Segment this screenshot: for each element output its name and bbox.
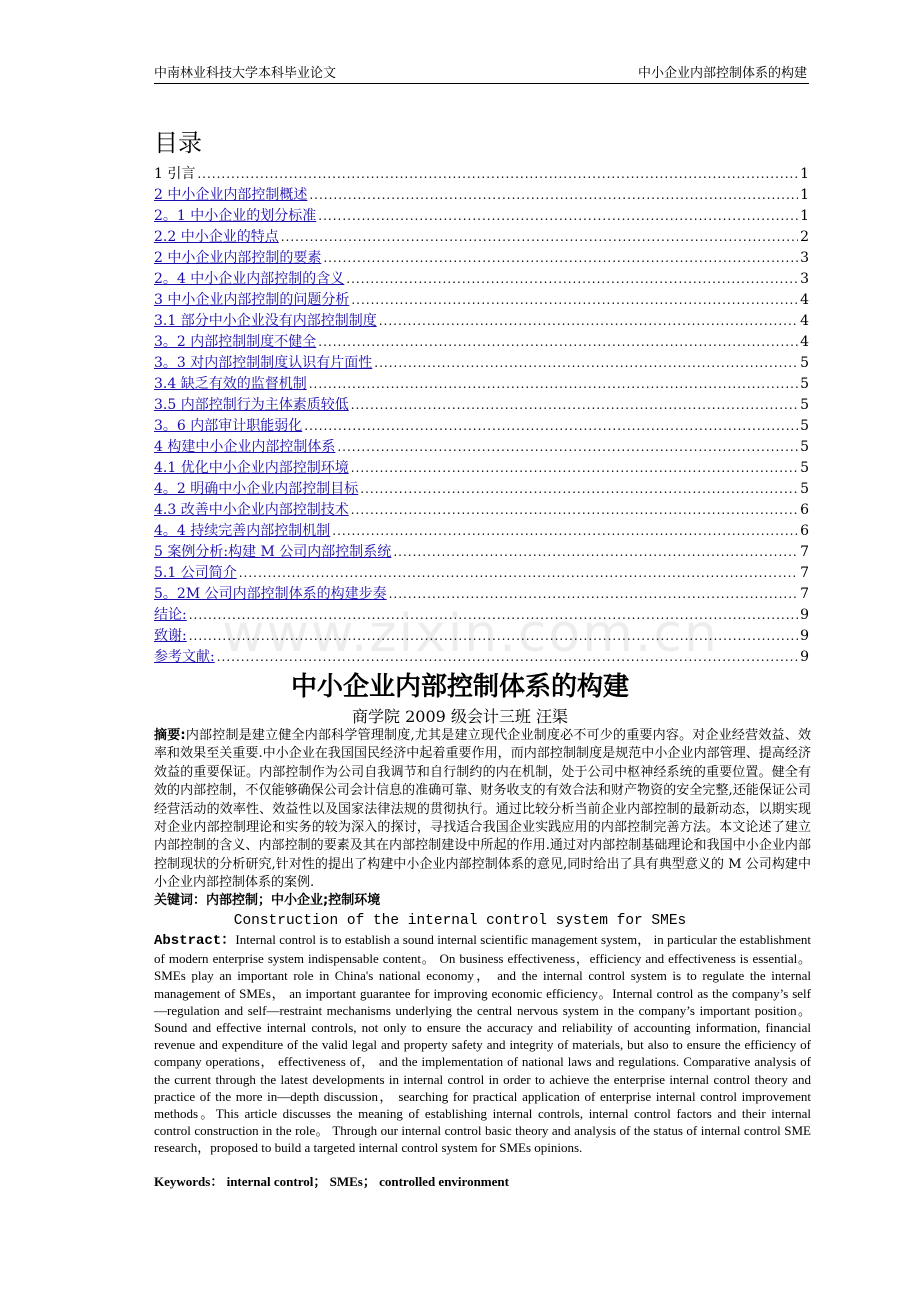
toc-entry-page: 5 <box>800 418 809 434</box>
toc-dot-leader <box>309 185 798 206</box>
watermark: www.zixin.com.cn <box>222 604 719 664</box>
toc-dot-leader <box>197 164 798 185</box>
toc-entry-label[interactable]: 3.4 缺乏有效的监督机制 <box>154 376 307 392</box>
toc-dot-leader <box>393 542 798 563</box>
toc-dot-leader <box>337 437 798 458</box>
toc-entry-page: 5 <box>800 481 809 497</box>
toc-entry[interactable] <box>154 395 809 416</box>
toc-dot-leader <box>309 374 798 395</box>
toc-entry-label[interactable]: 2 中小企业内部控制的要素 <box>154 250 322 266</box>
abstract-en-label: Abstract： <box>154 933 236 949</box>
abstract-en-text: Internal control is to establish a sound internal scientific management system， in particular the establishment of modern enterprise system indispensable content。 On business effectiveness，efficiency and effectiveness is essential。 SMEs play an important role in China's national economy， and the internal control system is to regulate the internal management of SMEs， an important guarantee for improving economic efficiency。Internal control as the company’s self—regulation and self—restraint mechanisms underlying the central nervous system in the company’s important position。 Sound and effective internal controls, not only to ensure the accuracy and reliability of accounting information, financial revenue and expenditure of the valid legal and property safety and integrity of materials, but also to ensure the efficiency of company operations， effectiveness of， and the implementation of national laws and regulations. Comparative analysis of the current through the latest developments in internal control in order to achieve the enterprise internal control theory and practice of the more in—depth discussion， searching for practical application of enterprise internal control improvement methods。This article discusses the meaning of establishing internal controls, internal control factors and their internal control construction in the role。 Through our internal control basic theory and analysis of the status of internal control SME research，proposed to build a targeted internal control system for SMEs opinions. <box>154 932 812 1156</box>
toc-entry-label[interactable]: 3.5 内部控制行为主体素质较低 <box>154 397 349 413</box>
toc-dot-leader <box>189 626 798 647</box>
toc-entry[interactable] <box>154 353 809 374</box>
abstract-english <box>154 931 811 1157</box>
toc-heading: 目录 <box>154 129 202 157</box>
toc-dot-leader <box>318 332 798 353</box>
toc-entry[interactable] <box>154 563 809 584</box>
abstract-cn-label: 摘要: <box>154 728 186 743</box>
toc-entry-label[interactable]: 2.2 中小企业的特点 <box>154 229 279 245</box>
toc-dot-leader <box>318 206 798 227</box>
toc-entry-label[interactable]: 3。2 内部控制制度不健全 <box>154 334 317 350</box>
toc-dot-leader <box>346 269 798 290</box>
toc-entry-page: 6 <box>800 502 809 518</box>
toc-entry-label[interactable]: 参考文献: <box>154 649 215 665</box>
toc-entry-label[interactable]: 4。2 明确中小企业内部控制目标 <box>154 481 359 497</box>
toc-entry[interactable] <box>154 584 809 605</box>
toc-entry-page: 3 <box>800 250 809 266</box>
toc-entry-page: 4 <box>800 334 809 350</box>
toc-entry-label[interactable]: 4.1 优化中小企业内部控制环境 <box>154 460 349 476</box>
toc-entry-label[interactable]: 2。1 中小企业的划分标准 <box>154 208 317 224</box>
toc-dot-leader <box>304 416 798 437</box>
toc-dot-leader <box>351 500 798 521</box>
toc-entry[interactable] <box>154 206 809 227</box>
keywords-english: Keywords： internal control； SMEs； controlled environment <box>154 1174 509 1189</box>
toc-entry-page: 4 <box>800 292 809 308</box>
toc-entry-page: 5 <box>800 355 809 371</box>
toc-entry-label[interactable]: 致谢: <box>154 628 187 644</box>
toc-entry-label[interactable]: 5 案例分析:构建 M 公司内部控制系统 <box>154 544 392 560</box>
toc-entry-page: 7 <box>800 544 809 560</box>
toc-entry-label[interactable]: 4 构建中小企业内部控制体系 <box>154 439 336 455</box>
paper-author: 商学院 2009 级会计三班 汪渠 <box>352 707 568 726</box>
toc-dot-leader <box>332 521 798 542</box>
toc-entry-label[interactable]: 5。2M 公司内部控制体系的构建步奏 <box>154 586 387 602</box>
table-of-contents <box>154 164 809 668</box>
keywords-chinese: 关键词：内部控制；中小企业;控制环境 <box>154 893 381 908</box>
running-header <box>154 66 809 84</box>
toc-entry[interactable] <box>154 332 809 353</box>
toc-entry-page: 6 <box>800 523 809 539</box>
abstract-cn-text: 内部控制是建立健全内部科学管理制度,尤其是建立现代企业制度必不可少的重要内容。对企业经营效益、效率和效果至关重要.中小企业在我国国民经济中起着重要作用，而内部控制制度是规范中小企业内部管理、提高经济效益的重要保证。内部控制作为公司自我调节和自行制约的内在机制，处于公司中枢神经系统的重要位置。健全有效的内部控制，不仅能够确保公司会计信息的准确可靠、财务收支的有效合法和财产物资的安全完整,还能保证公司经营活动的效率性、效益性以及国家法律法规的贯彻执行。通过比较分析当前企业内部控制的最新动态，以期实现对企业内部控制理论和实务的较为深入的探讨，寻找适合我国企业实践应用的内部控制完善方法。本文论述了建立内部控制的含义、内部控制的要素及其在内部控制建设中所起的作用.通过对内部控制基础理论和我国中小企业内部控制现状的分析研究,针对性的提出了构建中小企业内部控制体系的意见,同时给出了具有典型意义的 M 公司构建中小企业内部控制体系的案例. <box>154 728 811 891</box>
toc-dot-leader <box>351 290 798 311</box>
toc-entry-label[interactable]: 3。6 内部审计职能弱化 <box>154 418 303 434</box>
english-title: Construction of the internal control system for SMEs <box>233 913 687 929</box>
toc-dot-leader <box>389 584 798 605</box>
toc-entry[interactable] <box>154 269 809 290</box>
toc-entry[interactable] <box>154 416 809 437</box>
toc-entry[interactable] <box>154 500 809 521</box>
toc-dot-leader <box>239 563 798 584</box>
header-school-title: 中南林业科技大学本科毕业论文 <box>154 66 337 81</box>
toc-dot-leader <box>217 647 798 668</box>
toc-entry-label[interactable]: 3 中小企业内部控制的问题分析 <box>154 292 350 308</box>
toc-entry-page: 9 <box>800 607 809 623</box>
toc-dot-leader <box>360 479 798 500</box>
toc-entry[interactable] <box>154 437 809 458</box>
toc-dot-leader <box>379 311 798 332</box>
toc-entry[interactable] <box>154 626 809 647</box>
toc-entry-page: 5 <box>800 397 809 413</box>
toc-entry-label[interactable]: 结论: <box>154 607 187 623</box>
toc-dot-leader <box>281 227 798 248</box>
toc-entry[interactable] <box>154 458 809 479</box>
toc-entry-label[interactable]: 2。4 中小企业内部控制的含义 <box>154 271 345 287</box>
toc-entry-label[interactable]: 3.1 部分中小企业没有内部控制制度 <box>154 313 377 329</box>
toc-entry-page: 1 <box>800 208 809 224</box>
toc-entry[interactable] <box>154 248 809 269</box>
paper-title: 中小企业内部控制体系的构建 <box>290 672 629 702</box>
abstract-chinese <box>154 727 811 893</box>
toc-entry[interactable] <box>154 290 809 311</box>
toc-entry-page: 5 <box>800 439 809 455</box>
toc-entry[interactable] <box>154 374 809 395</box>
toc-entry[interactable] <box>154 542 809 563</box>
toc-entry-page: 9 <box>800 628 809 644</box>
toc-entry[interactable] <box>154 311 809 332</box>
toc-entry[interactable] <box>154 227 809 248</box>
header-paper-title: 中小企业内部控制体系的构建 <box>637 66 807 81</box>
toc-entry-page: 1 <box>800 187 809 203</box>
toc-dot-leader <box>323 248 798 269</box>
toc-entry[interactable] <box>154 605 809 626</box>
toc-entry-label[interactable]: 3。3 对内部控制制度认识有片面性 <box>154 355 373 371</box>
toc-entry-page: 7 <box>800 565 809 581</box>
toc-entry[interactable] <box>154 647 809 668</box>
toc-entry-label: 1 引言 <box>154 166 196 182</box>
toc-entry-page: 2 <box>800 229 809 245</box>
toc-dot-leader <box>351 458 798 479</box>
toc-entry[interactable] <box>154 479 809 500</box>
toc-entry-page: 5 <box>800 376 809 392</box>
toc-dot-leader <box>189 605 798 626</box>
toc-entry-label[interactable]: 4.3 改善中小企业内部控制技术 <box>154 502 349 518</box>
toc-entry[interactable] <box>154 185 809 206</box>
toc-entry-label[interactable]: 4。4 持续完善内部控制机制 <box>154 523 331 539</box>
toc-entry-page: 4 <box>800 313 809 329</box>
toc-entry-page: 7 <box>800 586 809 602</box>
toc-entry-page: 1 <box>800 166 809 182</box>
toc-entry[interactable] <box>154 521 809 542</box>
toc-entry-page: 9 <box>800 649 809 665</box>
toc-entry-label[interactable]: 5.1 公司简介 <box>154 565 237 581</box>
toc-dot-leader <box>351 395 798 416</box>
toc-entry-page: 3 <box>800 271 809 287</box>
toc-entry-page: 5 <box>800 460 809 476</box>
toc-entry-label[interactable]: 2 中小企业内部控制概述 <box>154 187 308 203</box>
toc-entry <box>154 164 809 185</box>
toc-dot-leader <box>374 353 798 374</box>
